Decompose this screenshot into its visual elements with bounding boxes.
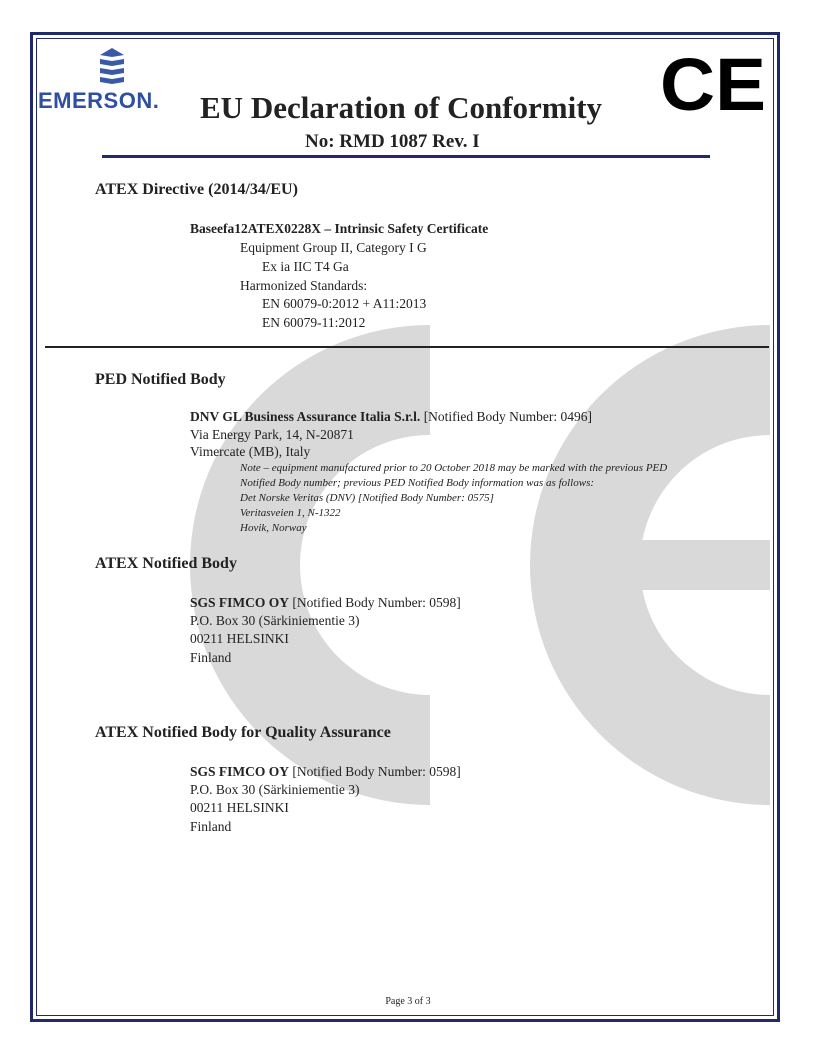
- atex-qa-address-1: P.O. Box 30 (Särkiniementie 3): [190, 782, 360, 797]
- atex-qa-name: SGS FIMCO OY: [190, 764, 290, 779]
- atex-qa-heading: ATEX Notified Body for Quality Assurance: [95, 724, 391, 741]
- atex-qa-country: Finland: [190, 819, 232, 834]
- atex-directive-heading: ATEX Directive (2014/34/EU): [95, 181, 298, 198]
- harmonized-label: Harmonized Standards:: [240, 278, 368, 293]
- standard-item: EN 60079-11:2012: [262, 315, 366, 330]
- emerson-logo: [38, 44, 188, 114]
- document-number: No: RMD 1087 Rev. I: [305, 131, 480, 152]
- atex-body-address-1: P.O. Box 30 (Särkiniementie 3): [190, 613, 360, 628]
- emerson-logo-icon: [38, 44, 188, 88]
- section-divider: [45, 346, 769, 348]
- ped-body-name: DNV GL Business Assurance Italia S.r.l.: [190, 409, 421, 424]
- atex-body-number: [Notified Body Number: 0598]: [292, 595, 461, 610]
- ped-body-heading: PED Notified Body: [95, 371, 226, 388]
- title-divider: [102, 155, 710, 158]
- equipment-group: Equipment Group II, Category I G: [240, 240, 427, 255]
- emerson-brand-text: EMERSON.: [38, 88, 160, 113]
- atex-body-heading: ATEX Notified Body: [95, 555, 237, 572]
- atex-body-address-2: 00211 HELSINKI: [190, 631, 289, 646]
- ped-note-line: Det Norske Veritas (DNV) [Notified Body Number: 0575]: [240, 492, 494, 504]
- standard-item: EN 60079-0:2012 + A11:2013: [262, 296, 427, 311]
- ped-body-name-line: [190, 409, 592, 425]
- ped-note-line: Note – equipment manufactured prior to 20 October 2018 may be marked with the previous PED: [240, 462, 668, 474]
- atex-qa-number: [Notified Body Number: 0598]: [292, 764, 461, 779]
- page-number: Page 3 of 3: [385, 996, 431, 1007]
- ped-address-1: Via Energy Park, 14, N-20871: [190, 427, 354, 442]
- page-title: EU Declaration of Conformity: [200, 90, 603, 125]
- atex-qa-address-2: 00211 HELSINKI: [190, 800, 289, 815]
- atex-qa-name-line: [190, 764, 461, 780]
- ce-mark-icon: [660, 48, 770, 118]
- ped-note-line: Veritasveien 1, N-1322: [240, 507, 341, 519]
- ped-body-number: [Notified Body Number: 0496]: [423, 409, 593, 424]
- ex-marking: Ex ia IIC T4 Ga: [262, 259, 349, 274]
- atex-body-country: Finland: [190, 650, 232, 665]
- atex-body-name-line: [190, 595, 461, 611]
- certificate-text: Baseefa12ATEX0228X – Intrinsic Safety Certificate: [190, 221, 489, 236]
- ped-note-line: Hovik, Norway: [240, 522, 307, 534]
- ped-note-line: Notified Body number; previous PED Notified Body information was as follows:: [240, 477, 595, 489]
- certificate-line: [190, 221, 488, 237]
- ce-mark-text: CE: [660, 48, 766, 118]
- atex-body-name: SGS FIMCO OY: [190, 595, 290, 610]
- ped-address-2: Vimercate (MB), Italy: [190, 444, 311, 459]
